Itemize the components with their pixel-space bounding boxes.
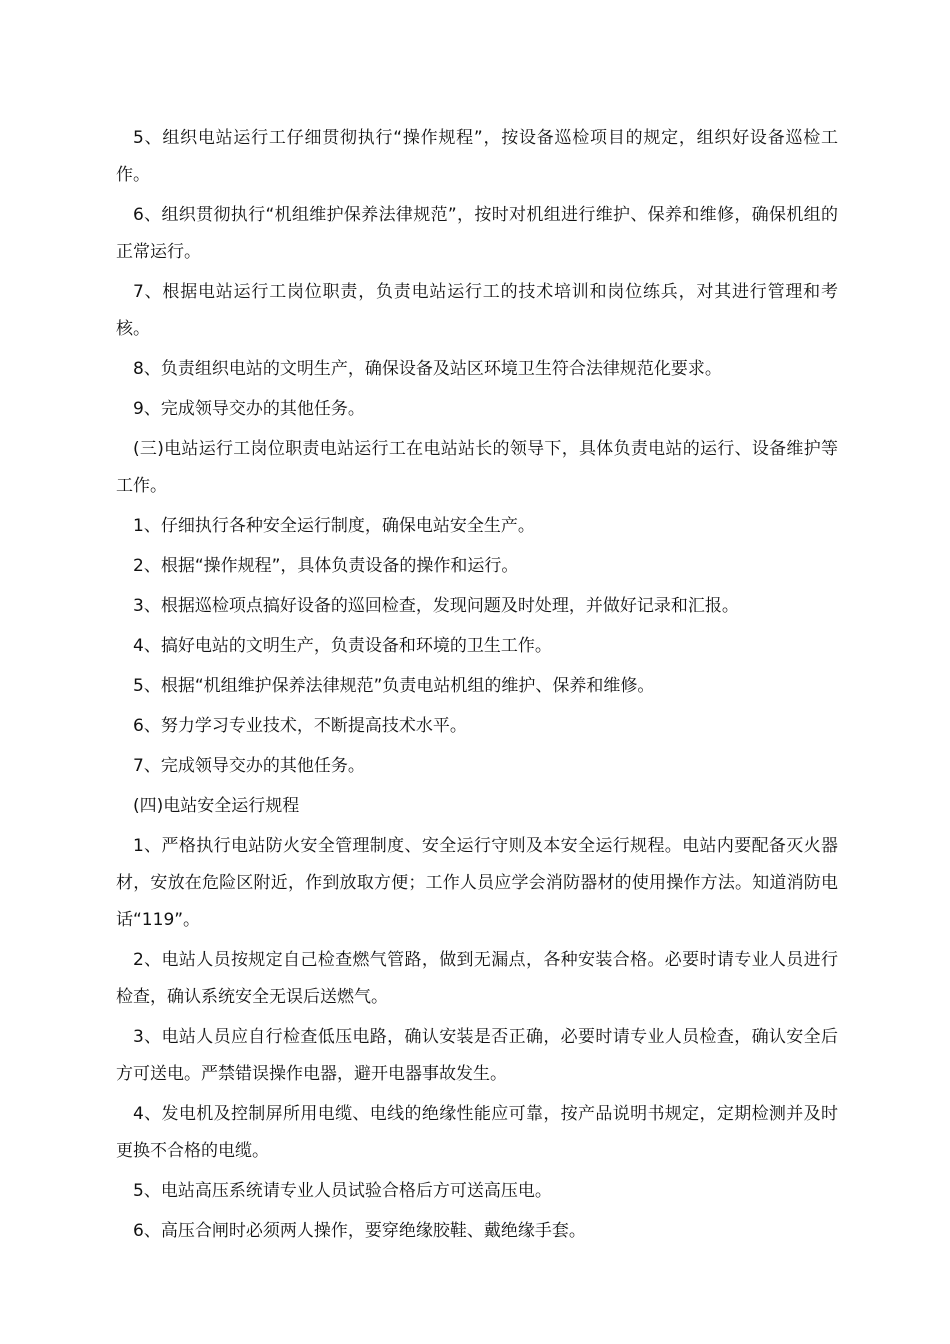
paragraph-safety-5: 5、电站高压系统请专业人员试验合格后方可送高压电。 xyxy=(133,1181,552,1201)
section-heading-safety-rules: (四)电站安全运行规程 xyxy=(133,796,300,816)
paragraph-safety-6: 6、高压合闸时必须两人操作，要穿绝缘胶鞋、戴绝缘手套。 xyxy=(133,1221,586,1241)
paragraph-duty-6: 6、努力学习专业技术，不断提高技术水平。 xyxy=(133,716,467,736)
paragraph-safety-1: 1、严格执行电站防火安全管理制度、安全运行守则及本安全运行规程。电站内要配备灭火器材，安放在危险区附近，作到放取方便；工作人员应学会消防器材的使用操作方法。知道消防电话“119”。 xyxy=(116,836,838,930)
paragraph-item-9-other-tasks: 9、完成领导交办的其他任务。 xyxy=(133,399,365,419)
paragraph-duty-7: 7、完成领导交办的其他任务。 xyxy=(133,756,365,776)
paragraph-safety-2: 2、电站人员按规定自己检查燃气管路，做到无漏点，各种安装合格。必要时请专业人员进行检查，确认系统安全无误后送燃气。 xyxy=(116,950,838,1007)
paragraph-duty-3: 3、根据巡检项点搞好设备的巡回检查，发现问题及时处理，并做好记录和汇报。 xyxy=(133,596,739,616)
paragraph-duty-2: 2、根据“操作规程”，具体负责设备的操作和运行。 xyxy=(133,556,519,576)
document-page xyxy=(116,120,838,1253)
paragraph-safety-4: 4、发电机及控制屏所用电缆、电线的绝缘性能应可靠，按产品说明书规定，定期检测并及时更换不合格的电缆。 xyxy=(116,1104,838,1161)
paragraph-item-5-organize-inspection: 5、组织电站运行工仔细贯彻执行“操作规程”，按设备巡检项目的规定，组织好设备巡检工作。 xyxy=(116,128,838,185)
paragraph-duty-1: 1、仔细执行各种安全运行制度，确保电站安全生产。 xyxy=(133,516,535,536)
section-heading-operator-duties: (三)电站运行工岗位职责电站运行工在电站站长的领导下，具体负责电站的运行、设备维护等工作。 xyxy=(116,439,838,496)
paragraph-duty-4: 4、搞好电站的文明生产，负责设备和环境的卫生工作。 xyxy=(133,636,552,656)
paragraph-item-8-civilized-production: 8、负责组织电站的文明生产，确保设备及站区环境卫生符合法律规范化要求。 xyxy=(133,359,722,379)
paragraph-safety-3: 3、电站人员应自行检查低压电路，确认安装是否正确，必要时请专业人员检查，确认安全后方可送电。严禁错误操作电器，避开电器事故发生。 xyxy=(116,1027,838,1084)
paragraph-item-6-maintenance: 6、组织贯彻执行“机组维护保养法律规范”，按时对机组进行维护、保养和维修，确保机组的正常运行。 xyxy=(116,205,838,262)
paragraph-duty-5: 5、根据“机组维护保养法律规范”负责电站机组的维护、保养和维修。 xyxy=(133,676,655,696)
paragraph-item-7-training: 7、根据电站运行工岗位职责，负责电站运行工的技术培训和岗位练兵，对其进行管理和考核。 xyxy=(116,282,838,339)
